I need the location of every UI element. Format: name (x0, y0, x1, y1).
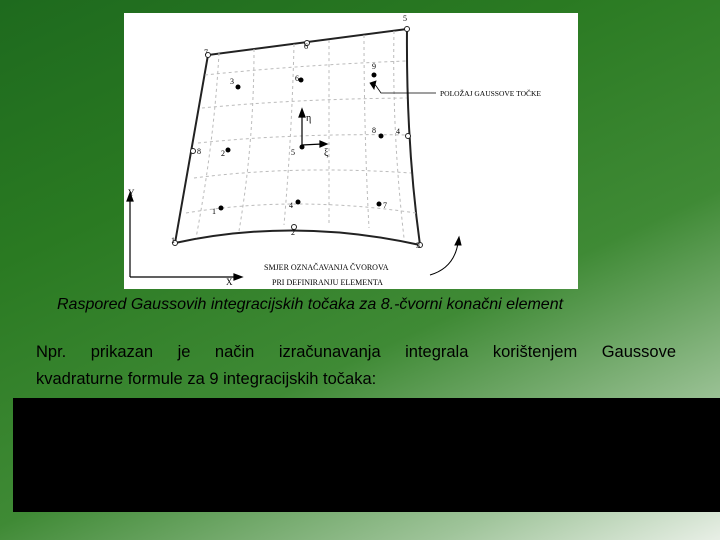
gauss-point-callout: POLOŽAJ GAUSSOVE TOČKE (440, 89, 541, 98)
paragraph-line-1: Npr. prikazan je način izračunavanja integrala korištenjem Gaussove (36, 343, 676, 361)
node-label-8: 8 (197, 147, 201, 156)
element-nodes (173, 27, 423, 248)
gauss-point-7 (377, 202, 382, 207)
local-axes (299, 109, 327, 147)
direction-label-line2: PRI DEFINIRANJU ELEMENTA (272, 278, 383, 287)
node-5 (405, 27, 410, 32)
gauss-points (219, 73, 384, 211)
xi-label: ξ (324, 148, 329, 159)
gauss-label-6: 6 (295, 74, 299, 83)
gauss-point-1 (219, 206, 224, 211)
node-label-6: 6 (304, 42, 308, 51)
formula-area (13, 398, 720, 512)
gauss-point-3 (236, 85, 241, 90)
gauss-label-3: 3 (230, 77, 234, 86)
gauss-point-2 (226, 148, 231, 153)
gauss-label-9: 9 (372, 62, 376, 71)
node-4 (406, 134, 411, 139)
node-label-5: 5 (403, 14, 407, 23)
finite-element-diagram (124, 13, 578, 289)
gauss-point-6 (299, 78, 304, 83)
direction-arrow (430, 237, 461, 275)
gauss-point-leader (370, 81, 436, 93)
gauss-label-2: 2 (221, 149, 225, 158)
gauss-label-5: 5 (291, 148, 295, 157)
axis-y-label: Y (128, 188, 135, 198)
direction-label-line1: SMJER OZNAČAVANJA ČVOROVA (264, 263, 389, 272)
node-label-1: 1 (171, 236, 175, 245)
global-axes (127, 193, 242, 280)
gauss-point-8 (379, 134, 384, 139)
gauss-label-4: 4 (289, 201, 293, 210)
figure-caption: Raspored Gaussovih integracijskih točaka za 8.-čvorni konačni element (57, 296, 564, 313)
paragraph-line-2: kvadraturne formule za 9 integracijskih točaka: (36, 370, 377, 388)
gauss-label-8: 8 (372, 126, 376, 135)
eta-label: η (306, 113, 312, 124)
element-figure (124, 13, 578, 289)
node-8 (191, 149, 196, 154)
node-label-2: 2 (291, 228, 295, 237)
axis-x-label: X (226, 277, 233, 287)
gauss-point-4 (296, 200, 301, 205)
node-label-7: 7 (204, 48, 208, 57)
gauss-label-1: 1 (212, 207, 216, 216)
body-paragraph (36, 339, 676, 393)
node-label-4: 4 (396, 127, 400, 136)
gauss-label-7: 7 (383, 201, 387, 210)
gauss-point-9 (372, 73, 377, 78)
node-label-3: 3 (416, 241, 420, 250)
